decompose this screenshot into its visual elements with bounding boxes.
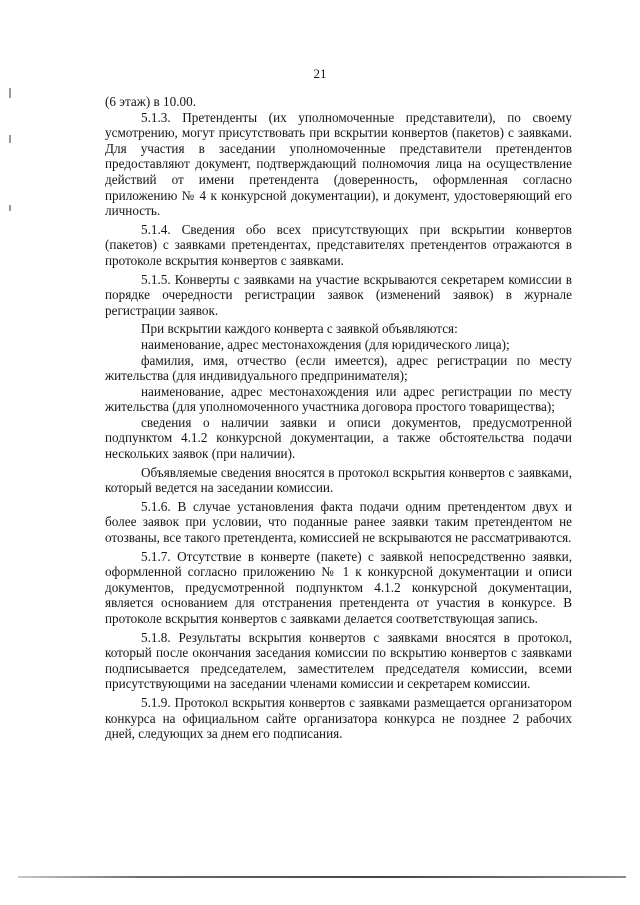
paragraph-item-legal-entity: наименование, адрес местонахождения (для юридического лица); [141, 336, 510, 352]
paragraph-5-1-6: 5.1.6. В случае установления факта подачи одним претендентом двух и более заявок при условии, что поданные ранее заявки таким претендентом не отозваны, все такого претендента, комиссией не вскрываются не рассматриваются. [105, 498, 572, 546]
paragraph-5-1-8: 5.1.8. Результаты вскрытия конвертов с заявками вносятся в протокол, который после окончания заседания комиссии по вскрытию конвертов с заявками подписывается председателем, заместителем председателя комиссии, всеми присутствующими на заседании членами комиссии и секретарем комиссии. [105, 629, 572, 692]
page-number: 21 [313, 66, 327, 81]
paragraph-5-1-9: 5.1.9. Протокол вскрытия конвертов с заявками размещается организатором конкурса на официальном сайте организатора конкурса не позднее 2 рабочих дней, следующих за днем его подписания. [105, 694, 572, 742]
scan-edge-mark [9, 135, 11, 143]
paragraph-5-1-4: 5.1.4. Сведения обо всех присутствующих при вскрытии конвертов (пакетов) с заявками претендентах, представителях претендентов отражаются в протоколе вскрытия конвертов с заявками. [105, 221, 572, 268]
paragraph-announced-intro: При вскрытии каждого конверта с заявкой объявляются: [141, 321, 458, 337]
paragraph-item-partnership: наименование, адрес местонахождения или адрес регистрации по месту жительства (для уполномоченного участника договора простого товарищества); [105, 383, 572, 415]
scan-edge-mark [9, 88, 11, 98]
document-body [105, 94, 572, 742]
paragraph-continuation: (6 этаж) в 10.00. [105, 94, 197, 109]
paragraph-item-entrepreneur: фамилия, имя, отчество (если имеется), адрес регистрации по месту жительства (для индивидуального предпринимателя); [105, 352, 572, 384]
scan-edge-mark [9, 205, 11, 211]
paragraph-announced-recorded: Объявляемые сведения вносятся в протокол вскрытия конвертов с заявками, который ведется на заседании комиссии. [105, 464, 572, 496]
paragraph-item-application-info: сведения о наличии заявки и описи документов, предусмотренной подпунктом 4.1.2 конкурсной документации, а также обстоятельства подачи нескольких заявок (при наличии). [105, 414, 572, 462]
paragraph-5-1-5: 5.1.5. Конверты с заявками на участие вскрываются секретарем комиссии в порядке очередности регистрации заявок (изменений заявок) в журнале регистрации заявок. [105, 271, 572, 318]
paragraph-5-1-7: 5.1.7. Отсутствие в конверте (пакете) с заявкой непосредственно заявки, оформленной согласно приложению № 1 к конкурсной документации и описи документов, предусмотренной подпунктом 4.1.2 конкурсной документации, является основанием для отстранения претендента от участия в конкурсе. В протоколе вскрытия конвертов с заявками делается соответствующая запись. [105, 548, 572, 626]
paragraph-5-1-3: 5.1.3. Претенденты (их уполномоченные представители), по своему усмотрению, могут присутствовать при вскрытии конвертов (пакетов) с заявками. Для участия в заседании уполномоченные представители претендентов предоставляют документ, подтверждающий полномочия лица на осуществление действий от имени претендента (доверенность, оформленная согласно приложению № 4 к конкурсной документации), и документ, удостоверяющий его личность. [105, 109, 572, 219]
scan-bottom-edge [18, 876, 626, 878]
